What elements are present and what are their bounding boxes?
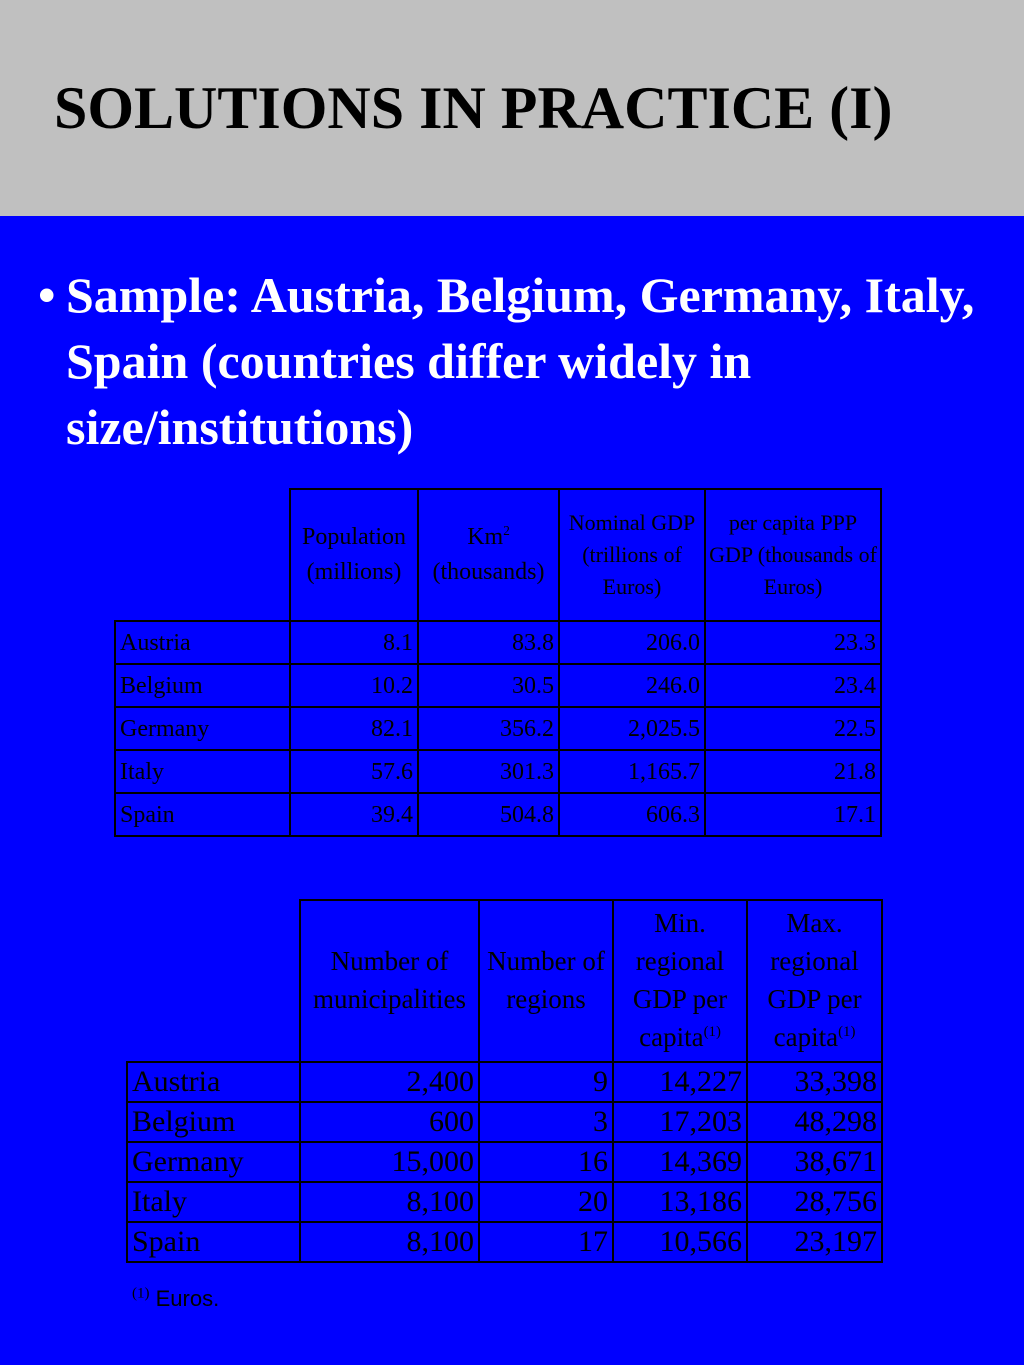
- header-municipalities: Number of municipalities: [300, 900, 479, 1062]
- max-gdp-cell: 48,298: [747, 1102, 882, 1142]
- municipalities-cell: 8,100: [300, 1182, 479, 1222]
- footnote-marker: (1): [132, 1285, 150, 1302]
- table-header-row: [127, 900, 882, 1062]
- table-row: [127, 1062, 882, 1102]
- max-gdp-cell: 23,197: [747, 1222, 882, 1262]
- country-cell: Germany: [127, 1142, 300, 1182]
- nominal-gdp-cell: 206.0: [559, 621, 705, 664]
- municipalities-cell: 600: [300, 1102, 479, 1142]
- km2-cell: 30.5: [418, 664, 559, 707]
- table-header-row: [115, 489, 881, 621]
- ppp-gdp-cell: 23.3: [705, 621, 881, 664]
- country-cell: Austria: [127, 1062, 300, 1102]
- header-nominal-gdp: Nominal GDP (trillions of Euros): [559, 489, 705, 621]
- ppp-gdp-cell: 21.8: [705, 750, 881, 793]
- header-population: Population (millions): [290, 489, 418, 621]
- table-row: [127, 1182, 882, 1222]
- max-gdp-cell: 38,671: [747, 1142, 882, 1182]
- country-cell: Spain: [115, 793, 290, 836]
- population-cell: 10.2: [290, 664, 418, 707]
- max-gdp-cell: 33,398: [747, 1062, 882, 1102]
- min-gdp-cell: 14,227: [613, 1062, 747, 1102]
- municipalities-cell: 8,100: [300, 1222, 479, 1262]
- slide-title: SOLUTIONS IN PRACTICE (I): [54, 75, 893, 141]
- footnote: [132, 1286, 219, 1312]
- min-gdp-cell: 17,203: [613, 1102, 747, 1142]
- population-cell: 8.1: [290, 621, 418, 664]
- nominal-gdp-cell: 606.3: [559, 793, 705, 836]
- table-row: [115, 621, 881, 664]
- header-blank-cell: [127, 900, 300, 1062]
- km2-cell: 356.2: [418, 707, 559, 750]
- country-cell: Germany: [115, 707, 290, 750]
- ppp-gdp-cell: 17.1: [705, 793, 881, 836]
- header-max-gdp: Max. regional GDP per capita$^{(1)}$: [747, 900, 882, 1062]
- km2-cell: 83.8: [418, 621, 559, 664]
- regions-cell: 20: [479, 1182, 613, 1222]
- table-row: [115, 664, 881, 707]
- municipalities-cell: 15,000: [300, 1142, 479, 1182]
- country-cell: Belgium: [127, 1102, 300, 1142]
- max-gdp-cell: 28,756: [747, 1182, 882, 1222]
- regions-cell: 17: [479, 1222, 613, 1262]
- country-cell: Italy: [115, 750, 290, 793]
- country-cell: Italy: [127, 1182, 300, 1222]
- title-bar: [0, 0, 1024, 216]
- ppp-gdp-cell: 22.5: [705, 707, 881, 750]
- country-statistics-table: [114, 488, 882, 837]
- table-row: [127, 1142, 882, 1182]
- header-regions: Number of regions: [479, 900, 613, 1062]
- table-row: [115, 750, 881, 793]
- country-cell: Belgium: [115, 664, 290, 707]
- min-gdp-cell: 13,186: [613, 1182, 747, 1222]
- population-cell: 57.6: [290, 750, 418, 793]
- footnote-text: Euros.: [155, 1286, 220, 1311]
- bullet-icon: •: [38, 267, 56, 323]
- population-cell: 39.4: [290, 793, 418, 836]
- ppp-gdp-cell: 23.4: [705, 664, 881, 707]
- table-row: [115, 707, 881, 750]
- table-row: [127, 1222, 882, 1262]
- country-cell: Spain: [127, 1222, 300, 1262]
- municipalities-cell: 2,400: [300, 1062, 479, 1102]
- regions-cell: 3: [479, 1102, 613, 1142]
- bullet-text: Sample: Austria, Belgium, Germany, Italy, Spain (countries differ widely in size/institutions): [66, 267, 975, 455]
- header-blank-cell: [115, 489, 290, 621]
- regions-cell: 9: [479, 1062, 613, 1102]
- country-cell: Austria: [115, 621, 290, 664]
- km2-cell: 301.3: [418, 750, 559, 793]
- bullet-point: [38, 262, 998, 460]
- population-cell: 82.1: [290, 707, 418, 750]
- header-min-gdp: Min. regional GDP per capita$^{(1)}$: [613, 900, 747, 1062]
- km2-cell: 504.8: [418, 793, 559, 836]
- nominal-gdp-cell: 2,025.5: [559, 707, 705, 750]
- table-row: [127, 1102, 882, 1142]
- header-ppp-gdp: per capita PPP GDP (thousands of Euros): [705, 489, 881, 621]
- min-gdp-cell: 10,566: [613, 1222, 747, 1262]
- regional-statistics-table: [126, 899, 883, 1263]
- header-area: Km$^2$ (thousands): [418, 489, 559, 621]
- regions-cell: 16: [479, 1142, 613, 1182]
- table-row: [115, 793, 881, 836]
- nominal-gdp-cell: 246.0: [559, 664, 705, 707]
- nominal-gdp-cell: 1,165.7: [559, 750, 705, 793]
- min-gdp-cell: 14,369: [613, 1142, 747, 1182]
